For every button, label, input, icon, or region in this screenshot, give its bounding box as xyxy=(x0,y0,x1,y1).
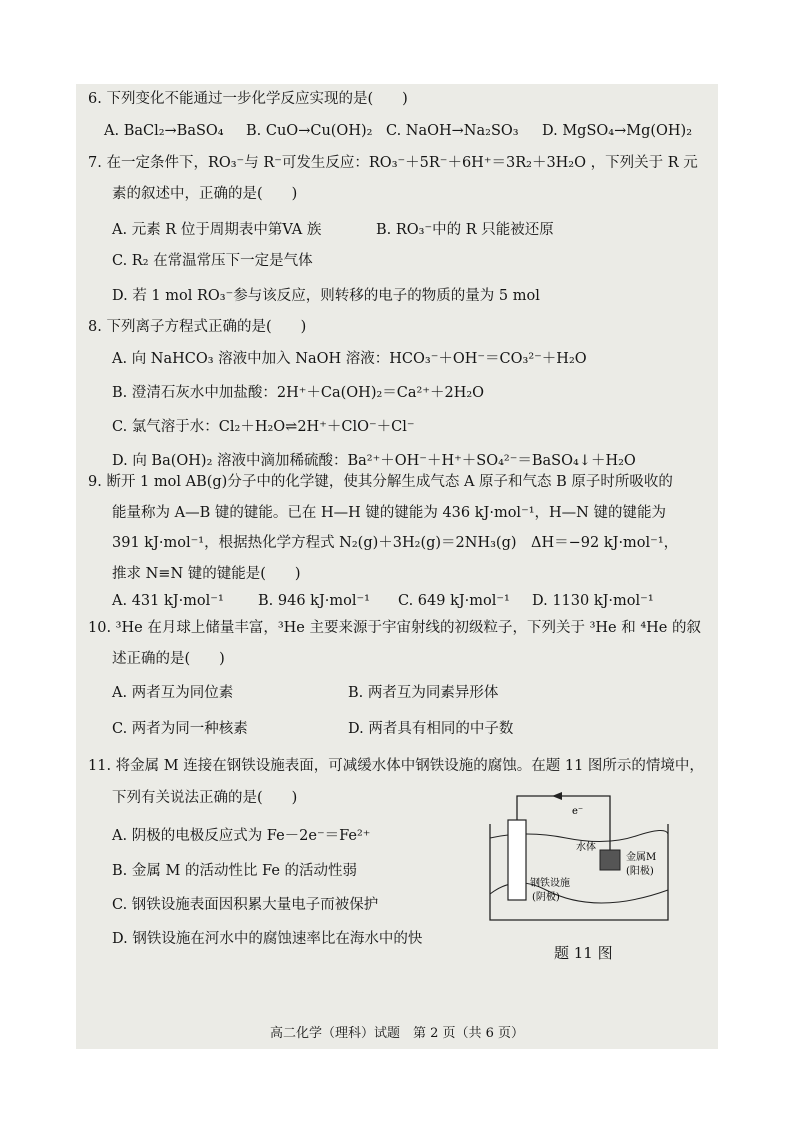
q9-option-c: C. 649 kJ·mol⁻¹ xyxy=(398,593,510,609)
q11-line2: 下列有关说法正确的是( ) xyxy=(112,790,298,806)
q11-option-d: D. 钢铁设施在河水中的腐蚀速率比在海水中的快 xyxy=(112,931,423,947)
q10-option-a: A. 两者互为同位素 xyxy=(112,685,234,701)
q6-option-c: C. NaOH→Na₂SO₃ xyxy=(386,123,519,139)
page-footer: 高二化学（理科）试题 第 2 页（共 6 页） xyxy=(269,1026,525,1041)
q8-option-a: A. 向 NaHCO₃ 溶液中加入 NaOH 溶液：HCO₃⁻＋OH⁻＝CO₃²⁻＋H₂O xyxy=(112,351,587,367)
q9-option-a: A. 431 kJ·mol⁻¹ xyxy=(112,593,224,609)
q11-line1: 11. 将金属 M 连接在钢铁设施表面，可减缓水体中钢铁设施的腐蚀。在题 11 图所示的情境中， xyxy=(88,758,704,774)
q10-line2: 述正确的是( ) xyxy=(112,651,225,667)
water-label: 水体 xyxy=(576,842,596,853)
q10-option-d: D. 两者具有相同的中子数 xyxy=(348,721,514,737)
q8-option-b: B. 澄清石灰水中加盐酸：2H⁺＋Ca(OH)₂＝Ca²⁺＋2H₂O xyxy=(112,385,485,401)
q7-option-a: A. 元素 R 位于周期表中第VA 族 xyxy=(112,222,322,238)
metal-label: 金属M xyxy=(626,852,657,863)
q9-line3: 391 kJ·mol⁻¹，根据热化学方程式 N₂(g)＋3H₂(g)＝2NH₃(g) ΔH＝−92 kJ·mol⁻¹， xyxy=(112,535,679,551)
electron-label: e⁻ xyxy=(572,806,584,817)
metal-role: (阳极) xyxy=(626,866,654,877)
q9-line1: 9. 断开 1 mol AB(g)分子中的化学键，使其分解生成气态 A 原子和气态 B 原子时所吸收的 xyxy=(88,474,673,490)
q10-line1: 10. ³He 在月球上储量丰富，³He 主要来源于宇宙射线的初级粒子，下列关于 ³He 和 ⁴He 的叙 xyxy=(88,620,701,636)
q10-option-b: B. 两者互为同素异形体 xyxy=(348,685,499,701)
steel-role: (阴极) xyxy=(532,892,560,903)
q11-option-c: C. 钢铁设施表面因积累大量电子而被保护 xyxy=(112,897,379,913)
q11-option-a: A. 阴极的电极反应式为 Fe－2e⁻＝Fe²⁺ xyxy=(112,828,371,844)
q8-option-d: D. 向 Ba(OH)₂ 溶液中滴加稀硫酸：Ba²⁺＋OH⁻＋H⁺＋SO₄²⁻＝BaSO₄↓＋H₂O xyxy=(112,453,636,469)
electron-arrow-icon xyxy=(552,792,562,800)
exam-sheet xyxy=(76,84,718,1049)
q7-option-c: C. R₂ 在常温常压下一定是气体 xyxy=(112,253,313,269)
q6-stem: 6. 下列变化不能通过一步化学反应实现的是( ) xyxy=(88,91,408,107)
steel-electrode xyxy=(508,820,526,900)
q11-figure xyxy=(486,790,672,940)
q7-stem-line2: 素的叙述中，正确的是( ) xyxy=(112,186,298,202)
q8-stem: 8. 下列离子方程式正确的是( ) xyxy=(88,319,307,335)
q9-option-b: B. 946 kJ·mol⁻¹ xyxy=(258,593,370,609)
q10-option-c: C. 两者为同一种核素 xyxy=(112,721,248,737)
q11-option-b: B. 金属 M 的活动性比 Fe 的活动性弱 xyxy=(112,863,358,879)
q9-line4: 推求 N≡N 键的键能是( ) xyxy=(112,566,301,582)
figure-caption: 题 11 图 xyxy=(554,944,613,962)
q9-line2: 能量称为 A—B 键的键能。已在 H—H 键的键能为 436 kJ·mol⁻¹，H—N 键的键能为 xyxy=(112,505,666,521)
q6-option-b: B. CuO→Cu(OH)₂ xyxy=(246,123,373,139)
q8-option-c: C. 氯气溶于水：Cl₂＋H₂O⇌2H⁺＋ClO⁻＋Cl⁻ xyxy=(112,419,415,435)
q7-option-d: D. 若 1 mol RO₃⁻参与该反应，则转移的电子的物质的量为 5 mol xyxy=(112,288,540,304)
steel-label: 钢铁设施 xyxy=(530,878,570,889)
q9-option-d: D. 1130 kJ·mol⁻¹ xyxy=(532,593,654,609)
metal-m-block xyxy=(600,850,620,870)
q6-option-d: D. MgSO₄→Mg(OH)₂ xyxy=(542,123,693,139)
q7-stem-line1: 7. 在一定条件下，RO₃⁻与 R⁻可发生反应：RO₃⁻＋5R⁻＋6H⁺＝3R₂＋3H₂O ，下列关于 R 元 xyxy=(88,155,698,171)
q7-option-b: B. RO₃⁻中的 R 只能被还原 xyxy=(376,222,554,238)
q6-option-a: A. BaCl₂→BaSO₄ xyxy=(104,123,224,139)
